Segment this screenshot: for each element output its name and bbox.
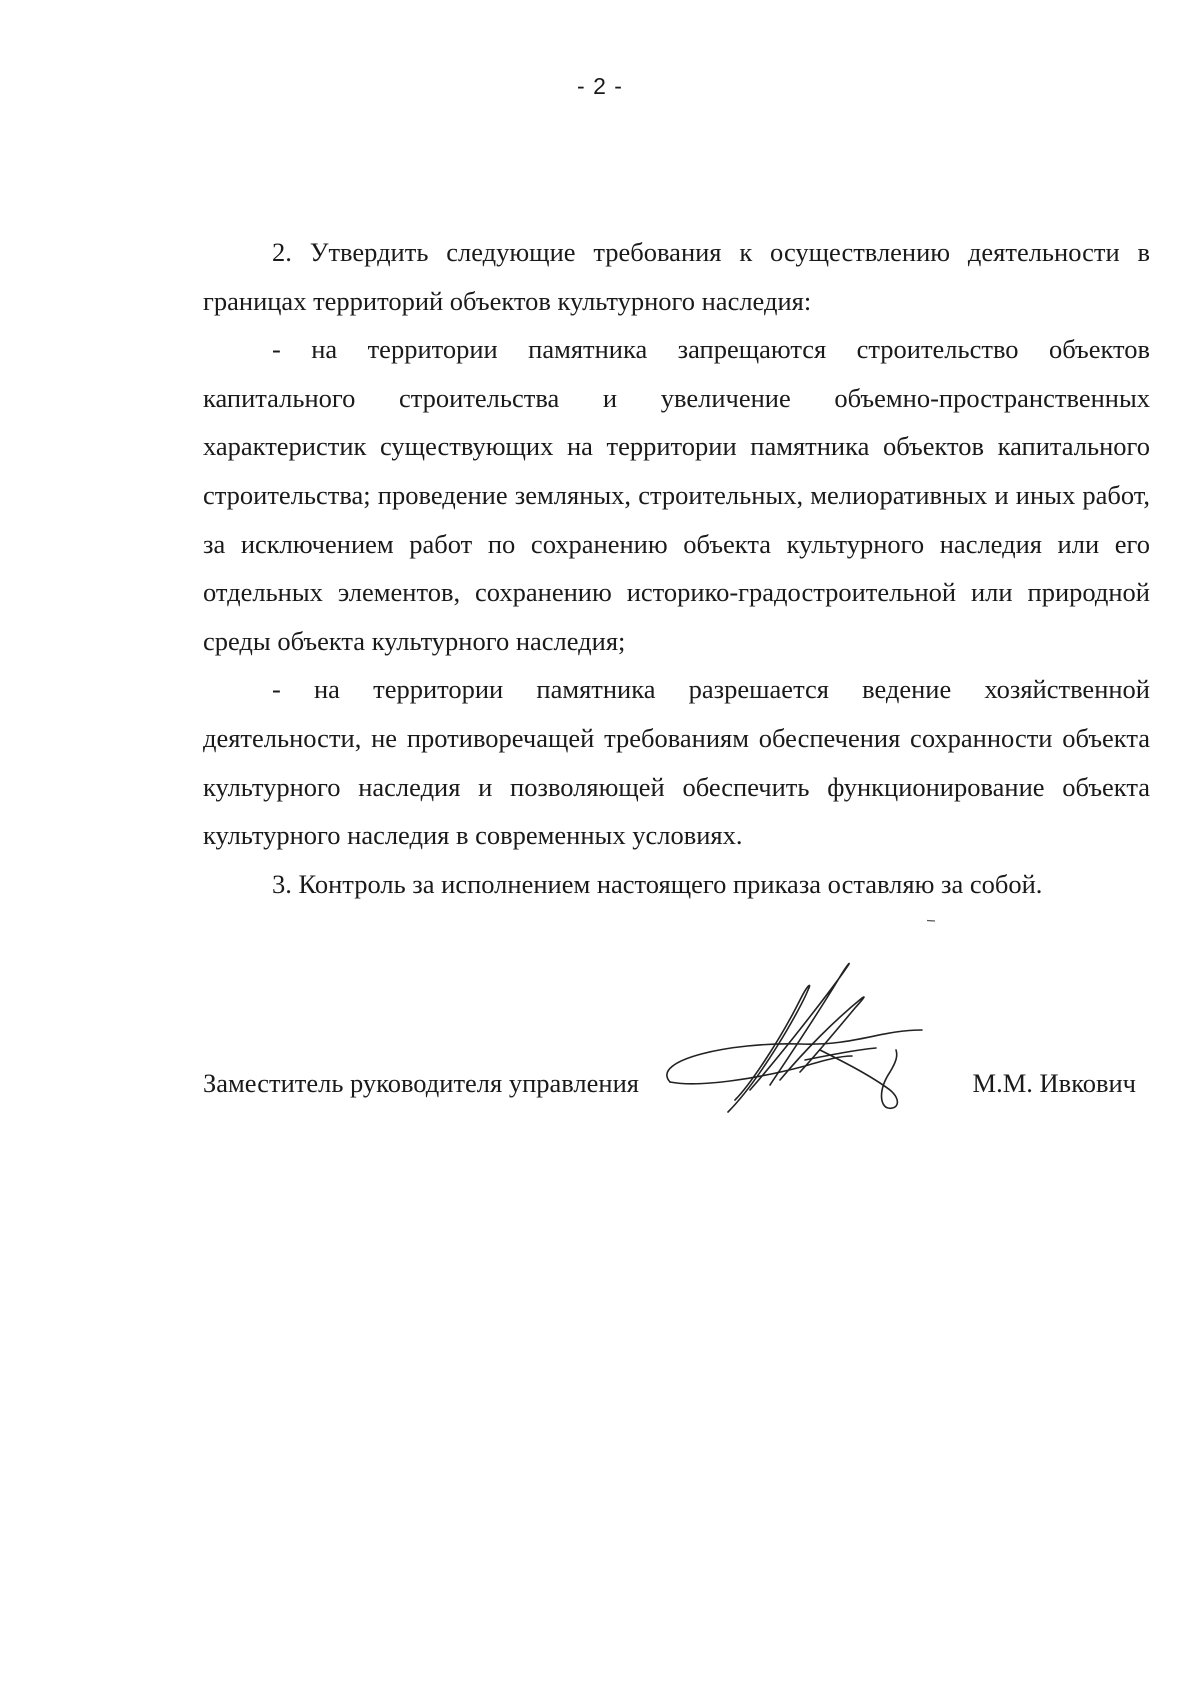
document-body bbox=[203, 228, 1150, 908]
page-number: - 2 - bbox=[577, 73, 623, 99]
stray-mark-icon bbox=[926, 919, 936, 922]
paragraph-prohibitions: - на территории памятника запрещаются строительство объектов капитального строительства и увеличение объемно-пространственных характеристик существующих на территории памятника объектов капитального строительства; проведение земляных, строительных, мелиоративных и иных работ, за исключением работ по сохранению объекта культурного наследия или его отдельных элементов, сохранению историко-градостроительной или природной среды объекта культурного наследия; bbox=[203, 334, 1150, 656]
paragraph-control: 3. Контроль за исполнением настоящего приказа оставляю за собой. bbox=[272, 868, 1043, 899]
signatory-position: Заместитель руководителя управления bbox=[203, 1068, 639, 1098]
handwritten-signature-icon bbox=[640, 960, 940, 1130]
signatory-name: М.М. Ивкович bbox=[972, 1068, 1136, 1098]
paragraph-requirements-intro: 2. Утвердить следующие требования к осуществлению деятельности в границах территорий объектов культурного наследия: bbox=[203, 237, 1150, 316]
paragraph-permissions: - на территории памятника разрешается ведение хозяйственной деятельности, не противоречащей требованиям обеспечения сохранности объекта культурного наследия и позволяющей обеспечить функционирование объекта культурного наследия в современных условиях. bbox=[203, 674, 1150, 851]
